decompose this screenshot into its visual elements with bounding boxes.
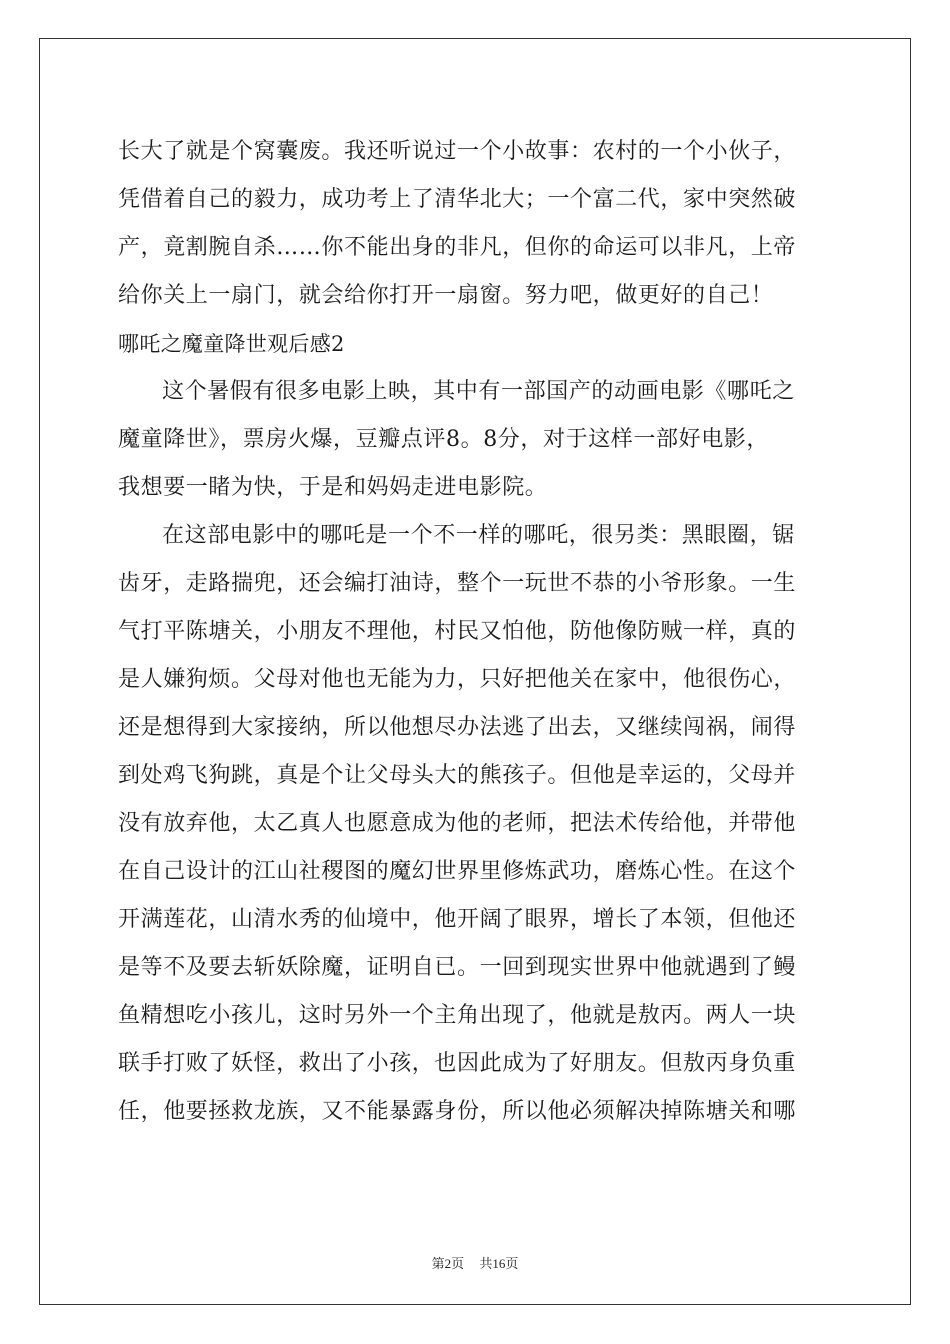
text-line: 联手打败了妖怪，救出了小孩，也因此成为了好朋友。但敖丙身负重 xyxy=(118,1051,797,1076)
text-line: 给你关上一扇门，就会给你打开一扇窗。努力吧，做更好的自己！ xyxy=(118,283,774,308)
text-line: 在自己设计的江山社稷图的魔幻世界里修炼武功，磨炼心性。在这个 xyxy=(118,859,797,884)
text-line: 到处鸡飞狗跳，真是个让父母头大的熊孩子。但他是幸运的，父母并 xyxy=(118,763,797,788)
text-line: 在这部电影中的哪吒是一个不一样的哪吒，很另类：黑眼圈，锯 xyxy=(162,523,795,548)
document-body xyxy=(118,128,838,1136)
section-heading: 哪吒之魔童降世观后感2 xyxy=(118,332,345,356)
page-footer xyxy=(0,1253,950,1272)
text-line: 凭借着自己的毅力，成功考上了清华北大；一个富二代，家中突然破 xyxy=(118,187,797,212)
text-line: 魔童降世》，票房火爆，豆瓣点评8。8分，对于这样一部好电影， xyxy=(118,427,769,452)
text-line: 这个暑假有很多电影上映，其中有一部国产的动画电影《哪吒之 xyxy=(162,379,795,404)
text-line: 长大了就是个窝囊废。我还听说过一个小故事：农村的一个小伙子， xyxy=(118,139,797,164)
text-line: 没有放弃他，太乙真人也愿意成为他的老师，把法术传给他，并带他 xyxy=(118,811,797,836)
text-line: 产，竟割腕自杀……你不能出身的非凡，但你的命运可以非凡，上帝 xyxy=(118,235,797,260)
page-total: 共16页 xyxy=(479,1256,519,1271)
text-line: 任，他要拯救龙族，又不能暴露身份，所以他必须解决掉陈塘关和哪 xyxy=(118,1099,797,1124)
text-line: 是人嫌狗烦。父母对他也无能为力，只好把他关在家中，他很伤心， xyxy=(118,667,797,692)
text-line: 气打平陈塘关，小朋友不理他，村民又怕他，防他像防贼一样，真的 xyxy=(118,619,797,644)
text-line: 开满莲花，山清水秀的仙境中，他开阔了眼界，增长了本领，但他还 xyxy=(118,907,797,932)
text-line: 我想要一睹为快，于是和妈妈走进电影院。 xyxy=(118,475,548,500)
text-line: 是等不及要去斩妖除魔，证明自已。一回到现实世界中他就遇到了鳗 xyxy=(118,955,797,980)
text-line: 还是想得到大家接纳，所以他想尽办法逃了出去，又继续闯祸，闹得 xyxy=(118,715,797,740)
page-number: 第2页 xyxy=(431,1256,465,1271)
text-line: 鱼精想吃小孩儿，这时另外一个主角出现了，他就是敖丙。两人一块 xyxy=(118,1003,797,1028)
text-line: 齿牙，走路揣兜，还会编打油诗，整个一玩世不恭的小爷形象。一生 xyxy=(118,571,797,596)
